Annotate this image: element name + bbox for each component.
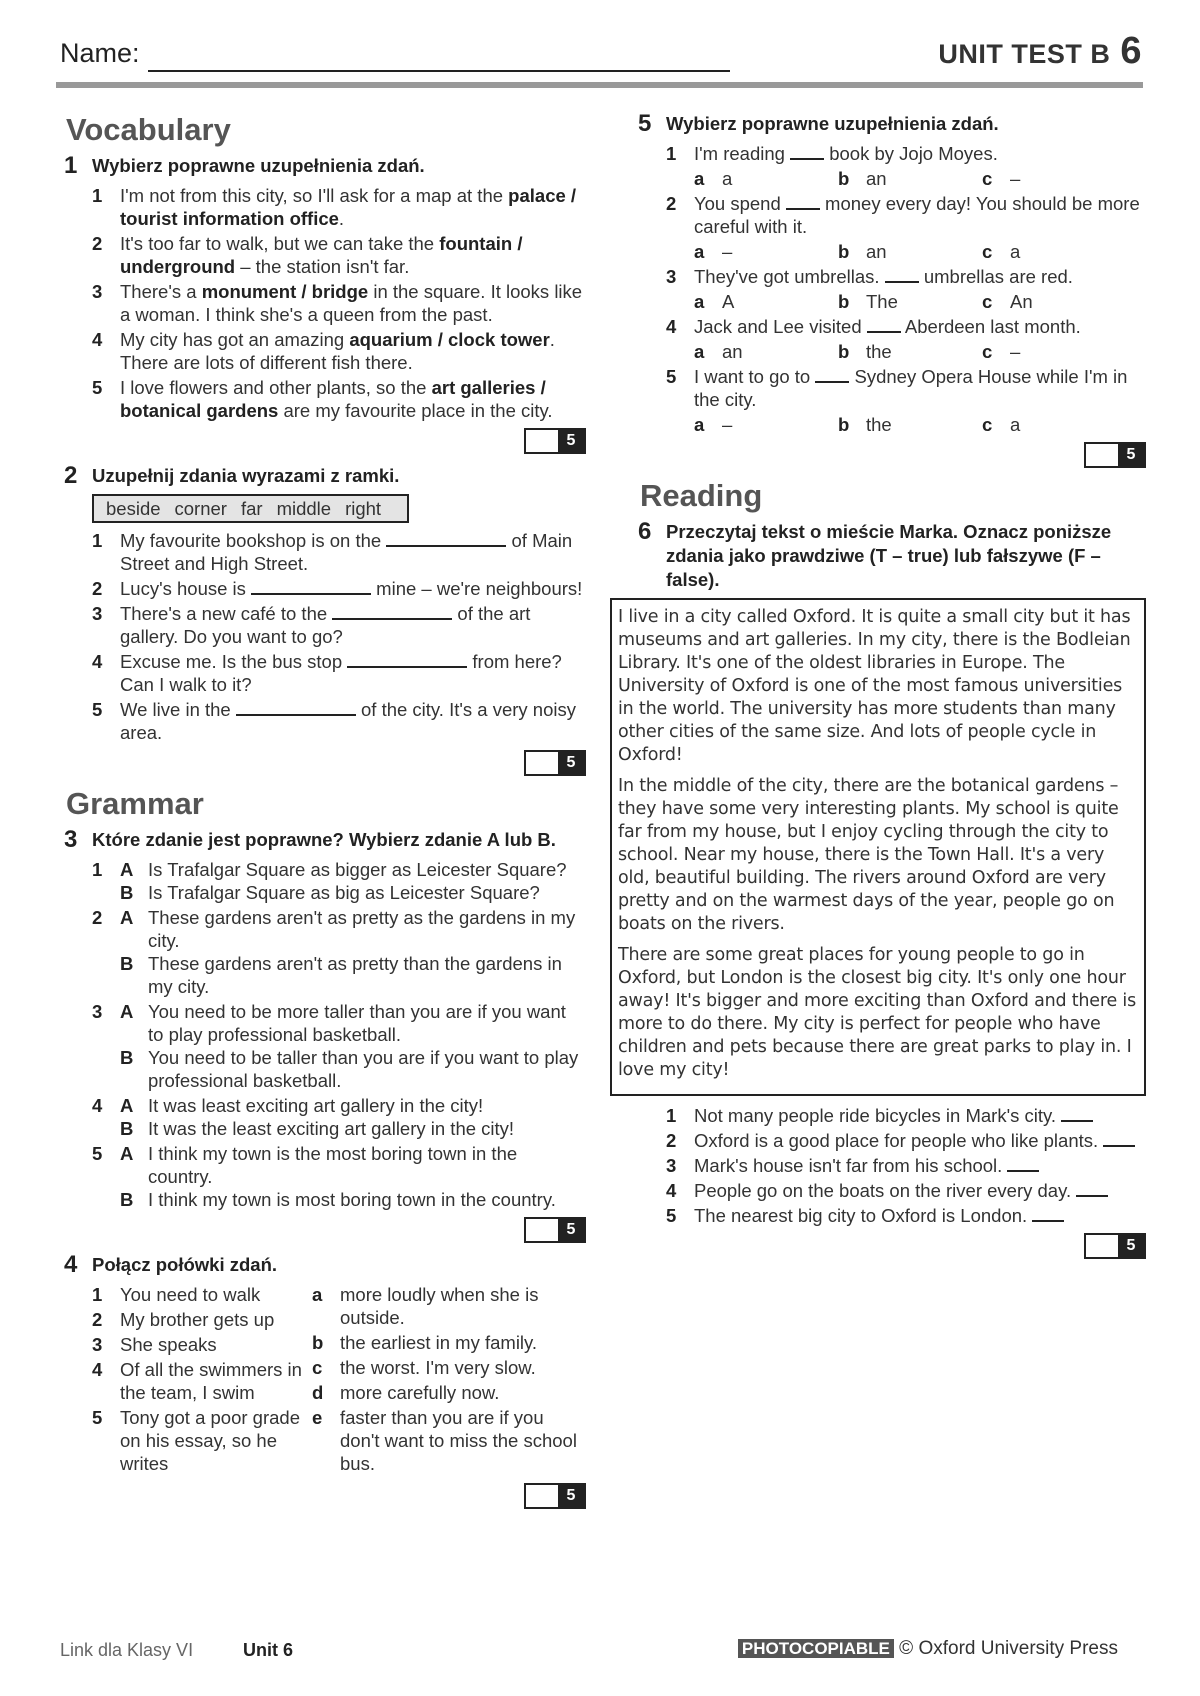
task-instruction: Wybierz poprawne uzupełnienia zdań. [666,113,999,134]
copyright-text: © Oxford University Press [899,1638,1118,1659]
score-box-5 [638,442,1146,468]
score-field[interactable] [526,1219,558,1241]
option-letter: B [120,1118,134,1139]
option-a[interactable] [120,906,586,952]
item-number: 4 [92,1095,103,1116]
score-field[interactable] [1086,444,1118,466]
answer-option[interactable] [982,290,1126,313]
item-number: 3 [92,1001,103,1022]
task-instruction: Wybierz poprawne uzupełnienia zdań. [92,155,425,176]
vocabulary-title: Vocabulary [66,112,231,147]
tf-answer-blank[interactable] [1032,1206,1064,1222]
item-text: Of all the swimmers in the team, I swim [120,1359,302,1403]
item-text: People go on the boats on the river every day. [694,1179,1146,1202]
answer-option[interactable] [694,240,838,263]
item-number: 1 [92,530,103,551]
answer-blank[interactable] [386,531,506,547]
option-b[interactable] [120,952,586,998]
score-max: 5 [558,1219,584,1241]
option-letter: a [694,414,705,435]
option-b[interactable] [120,881,586,904]
item-number: 2 [92,578,103,599]
answer-blank[interactable] [885,267,919,283]
option-text: – [1010,168,1021,189]
answer-blank[interactable] [347,652,467,668]
option-text: These gardens aren't as pretty as the gardens in my city. [148,907,576,951]
task-6-heading [638,520,1146,592]
ab-options [120,906,586,998]
task-3-heading [64,828,586,852]
option-text: The [866,291,898,312]
answer-blank[interactable] [790,144,824,160]
list-item [92,280,586,326]
option-letter: c [982,341,993,362]
list-item [666,1104,1146,1127]
list-item [92,1094,586,1140]
item-number: 1 [666,1105,677,1126]
item-number: 4 [666,316,677,337]
match-right-item [312,1283,586,1329]
item-number: 5 [666,366,677,387]
score-field[interactable] [1086,1235,1118,1257]
item-number: 4 [92,651,103,672]
answer-blank[interactable] [251,579,371,595]
grammar-title: Grammar [66,786,204,821]
list-item [666,1154,1146,1177]
task-instruction: Przeczytaj tekst o mieście Marka. Oznacz poniższe zdania jako prawdziwe (T – true) lub fałszywe (F – false). [666,521,1112,590]
item-number: 2 [92,1309,103,1330]
score-max: 5 [558,1485,584,1507]
match-left-item [92,1308,312,1331]
word-option: beside [106,498,161,519]
answer-blank[interactable] [332,604,452,620]
answer-options [694,340,1146,363]
option-letter: a [694,241,705,262]
answer-blank[interactable] [815,367,849,383]
score-max: 5 [558,752,584,774]
option-a[interactable] [120,858,586,881]
score-max: 5 [1118,1235,1144,1257]
item-text: You need to walk [120,1284,261,1305]
item-text: Tony got a poor grade on his essay, so he writes [120,1407,300,1474]
task-1-items [92,184,586,422]
answer-option[interactable] [694,340,838,363]
item-text: Not many people ride bicycles in Mark's city. [694,1104,1146,1127]
score-box-3 [64,1217,586,1243]
item-text: We live in the of the city. It's a very noisy area. [120,699,576,743]
tf-answer-blank[interactable] [1076,1181,1108,1197]
option-text: – [722,241,733,262]
item-letter: e [312,1407,323,1428]
task-6-items [666,1104,1146,1227]
tf-answer-blank[interactable] [1103,1131,1135,1147]
match-left-item [92,1333,312,1356]
reading-text-box [610,598,1146,1096]
option-text: the [866,414,892,435]
answer-option[interactable] [838,290,982,313]
item-text: Oxford is a good place for people who like plants. [694,1129,1146,1152]
answer-blank[interactable] [236,700,356,716]
option-letter: a [694,291,705,312]
option-letter: A [120,859,134,880]
task-2-heading [64,464,586,488]
task-5-items [666,142,1146,436]
task-number: 6 [638,518,652,545]
item-number: 1 [92,1284,103,1305]
option-text: – [722,414,733,435]
match-right [312,1283,586,1477]
match-left-item [92,1283,312,1306]
reading-paragraph: In the middle of the city, there are the botanical gardens – they have some very interesting plants. My school is quite far from my house, but I enjoy cycling through the city to school. Near my house, there is the Town Hall. It's a very old, beautiful building. The rivers around Oxford are very pretty and on the warmest days of the year, people go on boats on the rivers. [618,776,1119,934]
ab-options [120,858,586,904]
unit-test-title [938,30,1142,73]
option-b[interactable] [120,1117,586,1140]
task-instruction: Które zdanie jest poprawne? Wybierz zdanie A lub B. [92,829,556,850]
task-number: 4 [64,1251,78,1278]
list-item [666,315,1146,338]
score-max: 5 [558,430,584,452]
list-item [92,1000,586,1092]
item-number: 4 [666,1180,677,1201]
item-text: The nearest big city to Oxford is London. [694,1204,1146,1227]
option-text: a [1010,414,1021,435]
list-item [92,650,586,696]
test-title: UNIT TEST B [938,39,1111,69]
header-rule [56,82,1143,88]
item-number: 3 [92,281,103,302]
item-text: It's too far to walk, but we can take the fountain / underground – the station isn't far. [120,233,523,277]
unit-number: 6 [1120,30,1142,72]
option-text: These gardens aren't as pretty than the gardens in my city. [148,953,562,997]
reading-paragraph: I live in a city called Oxford. It is quite a small city but it has museums and art galleries. In my city, there is the Bodleian Library. It's one of the oldest libraries in Europe. The University of Oxford is one of the most famous universities in the world. The university has more students than many other cities of the same size. And lots of people cycle in Oxford! [618,607,1131,765]
list-item [92,328,586,374]
item-number: 1 [92,859,103,880]
list-item [666,1129,1146,1152]
item-letter: b [312,1332,324,1353]
match-right-item [312,1406,586,1475]
item-text: more carefully now. [340,1382,500,1403]
option-b[interactable] [120,1046,586,1092]
ab-options [120,1000,586,1092]
word-option: corner [174,498,227,519]
match-left-item [92,1358,312,1404]
option-letter: c [982,168,993,189]
item-number: 3 [92,603,103,624]
option-letter: b [838,291,850,312]
item-text: There's a monument / bridge in the square. It looks like a woman. I think she's a queen from the past. [120,281,583,325]
item-text: My city has got an amazing aquarium / clock tower. There are lots of different fish there. [120,329,555,373]
match-left [92,1283,312,1477]
option-text: Is Trafalgar Square as big as Leicester Square? [148,882,540,903]
answer-option[interactable] [694,413,838,436]
option-text: an [722,341,743,362]
item-text: My brother gets up [120,1309,275,1330]
option-a[interactable] [120,1142,586,1188]
option-text: You need to be more taller than you are if you want to play professional basketball. [148,1001,566,1045]
item-text: You spend money every day! You should be more careful with it. [694,193,1140,237]
item-text: faster than you are if you don't want to miss the school bus. [340,1407,577,1474]
match-right-item [312,1331,586,1354]
match-right-item [312,1356,586,1379]
task-number: 3 [64,826,78,853]
name-line[interactable] [148,70,730,72]
item-number: 5 [92,699,103,720]
match-columns [92,1283,586,1477]
item-number: 3 [666,266,677,287]
answer-options [694,240,1146,263]
item-number: 3 [92,1334,103,1355]
item-number: 1 [92,185,103,206]
item-text: They've got umbrellas. umbrellas are red. [694,266,1073,287]
option-letter: A [120,907,134,928]
item-number: 4 [92,329,103,350]
list-item [666,142,1146,165]
answer-option[interactable] [982,167,1126,190]
task-5-heading [638,112,1146,136]
item-text: Lucy's house is mine – we're neighbours! [120,578,583,599]
option-letter: c [982,241,993,262]
ab-options [120,1142,586,1211]
list-item [92,906,586,998]
right-column [618,110,1146,1269]
option-text: a [1010,241,1021,262]
name-label: Name: [60,38,140,68]
choice-options[interactable]: art galleries / botanical gardens [120,377,546,421]
item-text: more loudly when she is outside. [340,1284,539,1328]
score-box-4 [64,1483,586,1509]
option-text: An [1010,291,1033,312]
item-number: 2 [92,233,103,254]
item-number: 2 [92,907,103,928]
answer-option[interactable] [838,240,982,263]
word-option: far [240,498,263,519]
score-field[interactable] [526,1485,558,1507]
item-letter: a [312,1284,323,1305]
answer-options [694,413,1146,436]
item-text: the earliest in my family. [340,1332,538,1353]
list-item [92,698,586,744]
item-text: Jack and Lee visited Aberdeen last month. [694,316,1081,337]
list-item [92,376,586,422]
list-item [92,529,586,575]
left-column [64,112,586,1519]
task-1-heading [64,154,586,178]
footer-unit: Unit 6 [243,1640,294,1660]
option-letter: A [120,1095,134,1116]
option-text: I think my town is most boring town in the country. [148,1189,556,1210]
word-option: middle [276,498,332,519]
item-letter: c [312,1357,323,1378]
option-letter: b [838,414,850,435]
option-letter: a [694,168,705,189]
option-text: You need to be taller than you are if you want to play professional basketball. [148,1047,579,1091]
item-text: I'm reading book by Jojo Moyes. [694,143,998,164]
option-text: It was the least exciting art gallery in the city! [148,1118,515,1139]
option-letter: A [120,1001,134,1022]
footer-copyright [738,1638,1118,1660]
item-text: I want to go to Sydney Opera House while I'm in the city. [694,366,1128,410]
answer-blank[interactable] [786,194,820,210]
match-left-item [92,1406,312,1475]
list-item [92,602,586,648]
list-item [666,1204,1146,1227]
word-option: right [345,498,382,519]
list-item [92,1142,586,1211]
score-box-2 [64,750,586,776]
answer-option[interactable] [694,290,838,313]
task-number: 1 [64,152,78,179]
list-item [666,1179,1146,1202]
reading-paragraph: There are some great places for young people to go in Oxford, but London is the closest big city. It's only one hour away! It's bigger and more exciting than Oxford and there is more to do there. My city is perfect for people who have children and pets because there are great parks to play in. I love my city! [618,945,1136,1080]
item-number: 5 [92,1143,103,1164]
option-b[interactable] [120,1188,586,1211]
option-letter: A [120,1143,134,1164]
task-instruction: Połącz połówki zdań. [92,1254,278,1275]
task-number: 2 [64,462,78,489]
list-item [666,192,1146,238]
item-number: 5 [92,377,103,398]
answer-option[interactable] [982,240,1126,263]
tf-answer-blank[interactable] [1007,1156,1039,1172]
item-number: 4 [92,1359,103,1380]
list-item [92,184,586,230]
tf-answer-blank[interactable] [1061,1106,1093,1122]
answer-options [694,290,1146,313]
task-instruction: Uzupełnij zdania wyrazami z ramki. [92,465,400,486]
list-item [92,577,586,600]
option-a[interactable] [120,1000,586,1046]
match-right-item [312,1381,586,1404]
option-letter: b [838,168,850,189]
option-letter: B [120,953,134,974]
list-item [92,858,586,904]
task-2-items [92,529,586,744]
option-letter: b [838,241,850,262]
option-text: I think my town is the most boring town in the country. [148,1143,518,1187]
option-letter: B [120,1189,134,1210]
word-box [92,494,409,523]
item-number: 3 [666,1155,677,1176]
option-letter: B [120,882,134,903]
item-number: 5 [92,1407,103,1428]
item-text: I love flowers and other plants, so the art galleries / botanical gardens are my favourite place in the city. [120,377,553,421]
score-box-6 [638,1233,1146,1259]
item-number: 5 [666,1205,677,1226]
list-item [92,232,586,278]
answer-option[interactable] [838,340,982,363]
answer-option[interactable] [838,413,982,436]
item-number: 1 [666,143,677,164]
option-text: Is Trafalgar Square as bigger as Leicester Square? [148,859,567,880]
list-item [666,265,1146,288]
option-text: A [722,291,735,312]
option-text: the [866,341,892,362]
item-text: She speaks [120,1334,217,1355]
option-text: an [866,168,887,189]
choice-options[interactable]: aquarium / clock tower [349,329,550,350]
choice-options[interactable]: palace / tourist information office [120,185,577,229]
score-field[interactable] [526,430,558,452]
score-max: 5 [1118,444,1144,466]
task-4-heading [64,1253,586,1277]
footer-book: Link dla Klasy VI [60,1640,194,1660]
item-text: Excuse me. Is the bus stop from here? Can I walk to it? [120,651,562,695]
option-letter: B [120,1047,134,1068]
photocopiable-badge: PHOTOCOPIABLE [738,1639,894,1658]
answer-option[interactable] [982,340,1126,363]
score-box-1 [64,428,586,454]
item-number: 2 [666,193,677,214]
answer-blank[interactable] [867,317,901,333]
score-field[interactable] [526,752,558,774]
option-text: – [1010,341,1021,362]
reading-title: Reading [640,478,763,513]
option-a[interactable] [120,1094,586,1117]
option-letter: c [982,291,993,312]
option-letter: a [694,341,705,362]
task-3-items [92,858,586,1211]
choice-options[interactable]: fountain / underground [120,233,523,277]
option-letter: c [982,414,993,435]
task-number: 5 [638,110,652,137]
item-text: I'm not from this city, so I'll ask for a map at the palace / tourist information office. [120,185,577,229]
answer-options [694,167,1146,190]
list-item [666,365,1146,411]
ab-options [120,1094,586,1140]
choice-options[interactable]: monument / bridge [201,281,369,302]
item-text: There's a new café to the of the art gallery. Do you want to go? [120,603,531,647]
option-text: an [866,241,887,262]
item-text: My favourite bookshop is on the of Main Street and High Street. [120,530,573,574]
option-text: a [722,168,733,189]
item-number: 2 [666,1130,677,1151]
item-letter: d [312,1382,324,1403]
answer-option[interactable] [838,167,982,190]
answer-option[interactable] [982,413,1126,436]
answer-option[interactable] [694,167,838,190]
item-text: Mark's house isn't far from his school. [694,1154,1146,1177]
option-text: It was least exciting art gallery in the city! [148,1095,484,1116]
option-letter: b [838,341,850,362]
item-text: the worst. I'm very slow. [340,1357,536,1378]
